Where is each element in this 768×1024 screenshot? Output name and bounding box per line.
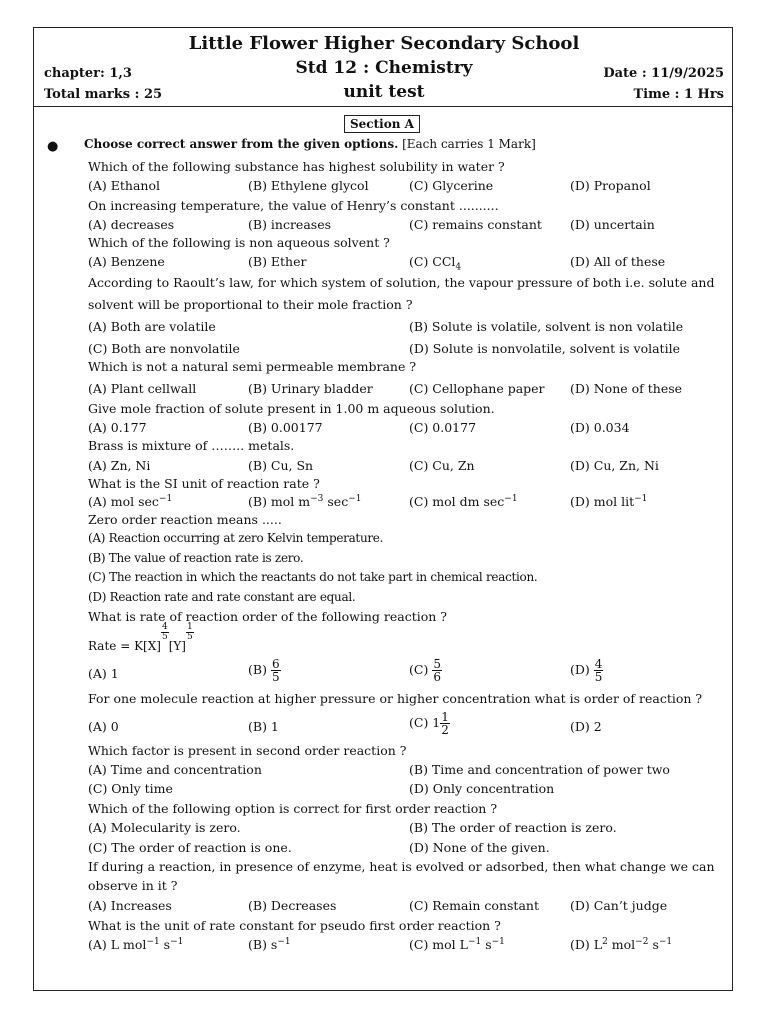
option-a: (A) decreases [88,217,175,232]
option-a: (A) mol $\sec^{-1}$ [88,494,173,510]
option-a: (A) 0.177 [88,420,147,435]
question-12: Which factor is present in second order reaction ? [88,743,407,758]
option-d: (D) 0.034 [570,420,630,435]
question-7: Brass is mixture of …….. metals. [88,438,295,453]
time-label: Time : 1 Hrs [633,87,724,102]
option-a: (A) 1 [88,666,119,681]
option-d: (D) None of the given. [409,840,550,855]
option-a: (A) 0 [88,719,119,734]
test-title: unit test [343,82,425,102]
question-13: Which of the following option is correct for first order reaction ? [88,801,498,816]
option-d: (D) mol lit$^{-1}$ [570,494,648,510]
rate-equation: Rate = K[X] $\frac{4}{5}$ [Y] $\frac{1}{5}$ [88,622,193,653]
question-8: What is the SI unit of reaction rate ? [88,476,320,491]
option-d: (D) Propanol [570,178,651,193]
section-heading: Section A [344,115,420,133]
question-4: According to Raoult’s law, for which system of solution, the vapour pressure of both i.e. solute and [88,275,715,290]
option-c: (C) Glycerine [409,178,494,193]
option-c: (C) Both are nonvolatile [88,341,240,356]
date-label: Date : 11/9/2025 [603,66,724,81]
option-b: (B) Decreases [248,898,337,913]
question-14-cont: observe in it ? [88,878,178,893]
option-b: (B) 0.00177 [248,420,323,435]
option-d: (D) 2 [570,719,602,734]
option-b: (B) The order of reaction is zero. [409,820,617,835]
question-4-cont: solvent will be proportional to their mole fraction ? [88,297,413,312]
question-15: What is the unit of rate constant for pseudo first order reaction ? [88,918,501,933]
option-c: (C) mol $L^{-1}$ $s^{-1}$ [409,937,505,953]
question-1: Which of the following substance has highest solubility in water ? [88,159,505,174]
header-divider [33,106,733,107]
option-c: (C) 1 $\frac{1}{2}$ [409,710,449,737]
option-a: (A) Reaction occurring at zero Kelvin temperature. [88,531,384,545]
option-b: (B) Solute is volatile, solvent is non volatile [409,319,684,334]
option-d: (D) None of these [570,381,683,396]
option-c: (C) Remain constant [409,898,539,913]
option-b: (B) Cu, Sn [248,458,314,473]
option-b: (B) Ether [248,254,307,269]
option-d: (D) uncertain [570,217,655,232]
option-c: (C) Cu, Zn [409,458,475,473]
option-a: (A) Benzene [88,254,165,269]
question-9: Zero order reaction means ..... [88,512,282,527]
option-b: (B) $s^{-1}$ [248,937,291,953]
instruction: Choose correct answer from the given options. [Each carries 1 Mark] [84,137,536,151]
option-b: (B) mol $m^{-3}$ $\sec^{-1}$ [248,494,362,510]
question-6: Give mole fraction of solute present in 1.00 m aqueous solution. [88,401,495,416]
option-d: (D) $L^2$ mol$^{-2}$ $s^{-1}$ [570,937,673,953]
option-c: (C) The reaction in which the reactants do not take part in chemical reaction. [88,570,538,584]
option-d: (D) Cu, Zn, Ni [570,458,659,473]
option-b: (B) increases [248,217,332,232]
option-a: (A) Increases [88,898,172,913]
school-name: Little Flower Higher Secondary School [188,33,580,54]
question-5: Which is not a natural semi permeable membrane ? [88,359,417,374]
option-a: (A) Zn, Ni [88,458,151,473]
chapter-label: chapter: 1,3 [44,66,132,81]
question-11: For one molecule reaction at higher pressure or higher concentration what is order of reaction ? [88,691,703,706]
option-b: (B) 1 [248,719,279,734]
option-a: (A) Ethanol [88,178,160,193]
option-c: (C) CCl$_4$ [409,254,462,273]
option-d: (D) Reaction rate and rate constant are equal. [88,590,356,604]
option-a: (A) Both are volatile [88,319,216,334]
question-2: On increasing temperature, the value of Henry’s constant .......... [88,198,499,213]
option-a: (A) Time and concentration [88,762,262,777]
option-c: (C) The order of reaction is one. [88,840,292,855]
bullet-icon: ● [47,139,59,154]
option-c: (C) 0.0177 [409,420,477,435]
option-d: (D) Can’t judge [570,898,668,913]
option-c: (C) Cellophane paper [409,381,545,396]
option-b: (B) Urinary bladder [248,381,373,396]
option-d: (D) Only concentration [409,781,555,796]
option-a: (A) L mol$^{-1}$ $s^{-1}$ [88,937,184,953]
option-b: (B) Ethylene glycol [248,178,369,193]
option-d: (D) $\frac{4}{5}$ [570,657,603,684]
option-b: (B) $\frac{6}{5}$ [248,657,280,684]
option-a: (A) Molecularity is zero. [88,820,241,835]
option-a: (A) Plant cellwall [88,381,197,396]
option-d: (D) Solute is nonvolatile, solvent is volatile [409,341,680,356]
option-b: (B) The value of reaction rate is zero. [88,551,304,565]
total-marks: Total marks : 25 [44,87,163,102]
option-c: (C) $\frac{5}{6}$ [409,657,441,684]
question-3: Which of the following is non aqueous solvent ? [88,235,390,250]
option-c: (C) mol dm $\sec^{-1}$ [409,494,518,510]
subject-title: Std 12 : Chemistry [295,58,473,78]
option-c: (C) Only time [88,781,173,796]
question-14: If during a reaction, in presence of enzyme, heat is evolved or adsorbed, then what change we can [88,859,715,874]
option-b: (B) Time and concentration of power two [409,762,670,777]
option-d: (D) All of these [570,254,666,269]
question-10: What is rate of reaction order of the following reaction ? [88,609,447,624]
option-c: (C) remains constant [409,217,542,232]
